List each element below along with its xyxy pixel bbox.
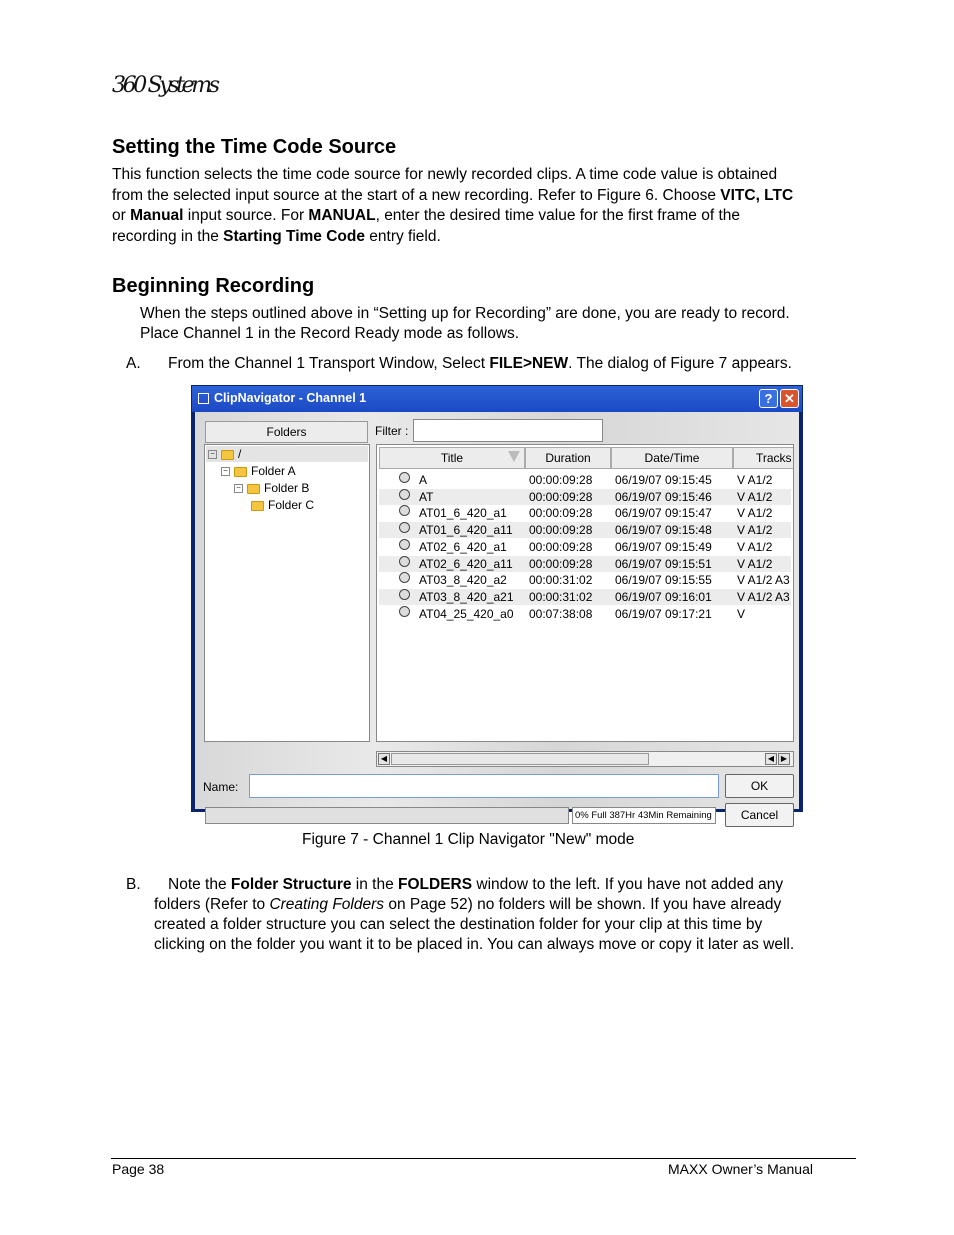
step-b-line-segment: clicking on the folder you want it to be placed in. You can always move or copy it later as well.	[154, 936, 795, 953]
table-cell: 06/19/07 09:15:51	[615, 556, 712, 571]
table-cell: A	[419, 473, 428, 487]
folders-header[interactable]: Folders	[205, 421, 368, 443]
intro-line-2: Place Channel 1 in the Record Ready mode as follows.	[140, 325, 520, 342]
clip-icon	[399, 489, 410, 500]
filter-input[interactable]	[413, 419, 603, 442]
company-logo	[110, 66, 230, 102]
table-row[interactable]	[379, 572, 791, 588]
time-code-line-segment: , enter the desired time value for the first frame of the	[375, 207, 741, 224]
step-b-line-segment: window to the left. If you have not added any	[472, 876, 784, 893]
collapse-icon[interactable]: −	[234, 484, 243, 493]
table-cell: 00:00:09:28	[529, 523, 593, 538]
name-label: Name:	[203, 780, 239, 794]
scroll-right-icon[interactable]: ▶	[778, 753, 790, 765]
logo-text: 360 Systems	[112, 73, 220, 98]
step-b-line	[154, 895, 781, 916]
table-cell: V A1/2 A3	[737, 573, 790, 588]
table-cell: V A1/2	[737, 473, 773, 487]
step-a-segment: . The dialog of Figure 7 appears.	[568, 355, 792, 372]
time-code-line-segment: MANUAL	[308, 207, 376, 224]
scroll-thumb[interactable]	[391, 753, 649, 765]
time-code-line-segment: Manual	[130, 207, 184, 224]
tree-item[interactable]	[208, 446, 241, 462]
dialog-client	[195, 412, 799, 822]
footer-manual-title: MAXX Owner’s Manual	[668, 1161, 813, 1177]
tree-item-label: Folder A	[251, 464, 296, 478]
dialog-titlebar[interactable]	[192, 386, 802, 412]
scroll-left-end-icon[interactable]: ◀	[765, 753, 777, 765]
cancel-button[interactable]: Cancel	[725, 803, 794, 827]
step-a-segment: From the Channel 1 Transport Window, Select	[168, 355, 490, 372]
folder-icon	[251, 501, 264, 511]
tree-item[interactable]	[234, 480, 309, 496]
column-header-duration[interactable]: Duration	[525, 447, 611, 469]
table-cell: AT01_6_420_a1	[419, 506, 507, 521]
horizontal-scrollbar[interactable]	[376, 751, 794, 767]
table-cell: 06/19/07 09:16:01	[615, 589, 712, 604]
clip-icon	[399, 606, 410, 617]
table-row[interactable]	[379, 522, 791, 538]
table-row[interactable]	[379, 489, 791, 505]
close-button[interactable]: ✕	[780, 389, 799, 408]
table-cell: 00:00:09:28	[529, 556, 593, 571]
sort-arrow-icon	[508, 451, 520, 462]
step-b-line-segment: created a folder structure you can select the destination folder for your clip at this time by	[154, 916, 763, 933]
time-code-line	[112, 206, 740, 227]
table-cell: 06/19/07 09:15:45	[615, 473, 712, 487]
table-cell: 06/19/07 09:15:55	[615, 573, 712, 588]
column-header-title[interactable]	[379, 447, 525, 469]
clip-icon	[399, 572, 410, 583]
table-cell: AT02_6_420_a11	[419, 556, 513, 571]
table-row[interactable]	[379, 539, 791, 555]
step-b-line	[154, 915, 762, 936]
table-cell: V A1/2	[737, 556, 773, 571]
step-b-line-segment: in the	[351, 876, 399, 893]
footer-rule	[111, 1158, 856, 1159]
time-code-line	[112, 227, 441, 248]
time-code-line	[112, 186, 793, 207]
table-cell: AT03_8_420_a21	[419, 589, 514, 604]
table-cell: AT01_6_420_a11	[419, 523, 513, 538]
tree-item[interactable]	[247, 497, 314, 513]
column-header-title-label: Title	[440, 451, 464, 465]
table-cell: V A1/2	[737, 539, 773, 554]
table-row[interactable]	[379, 589, 791, 605]
step-b-line-segment: FOLDERS	[398, 876, 473, 893]
clip-icon	[399, 472, 410, 483]
table-row[interactable]	[379, 606, 791, 622]
clip-icon	[399, 522, 410, 533]
table-cell: 00:00:31:02	[529, 573, 593, 588]
time-code-line-segment: entry field.	[364, 227, 441, 245]
time-code-line-segment: input source. For	[183, 207, 309, 224]
table-cell: 06/19/07 09:15:48	[615, 523, 712, 538]
clip-icon	[399, 589, 410, 600]
tree-item-label: Folder C	[268, 498, 315, 512]
ok-button[interactable]: OK	[725, 774, 794, 798]
section-heading-time-code: Setting the Time Code Source	[112, 136, 397, 158]
time-code-line-segment: Starting Time Code	[223, 227, 365, 245]
clip-icon	[399, 556, 410, 567]
step-b-line-segment: on Page 52) no folders will be shown. If you have already	[384, 896, 782, 913]
intro-line-1: When the steps outlined above in “Setting up for Recording” are done, you are ready to record.	[140, 305, 790, 322]
table-cell: 06/19/07 09:15:49	[615, 539, 712, 554]
table-cell: 00:00:09:28	[529, 489, 593, 504]
table-cell: 06/19/07 09:15:46	[615, 489, 712, 504]
disk-status-text: 0% Full 387Hr 43Min Remaining	[572, 807, 716, 824]
section-heading-beginning-recording: Beginning Recording	[112, 275, 315, 297]
help-button[interactable]: ?	[759, 389, 778, 408]
step-b-line-segment: folders (Refer to	[154, 896, 270, 913]
tree-item[interactable]	[221, 463, 296, 479]
table-cell: 00:00:31:02	[529, 589, 593, 604]
tree-item-label: Folder B	[264, 481, 310, 495]
time-code-line-segment: recording in the	[112, 227, 224, 245]
folders-tree	[204, 444, 370, 742]
scroll-left-icon[interactable]: ◀	[378, 753, 390, 765]
step-b-letter: B.	[126, 876, 141, 893]
clip-icon	[399, 505, 410, 516]
step-a-text	[168, 354, 792, 375]
table-cell: 06/19/07 09:17:21	[615, 606, 712, 621]
table-cell: V A1/2	[737, 489, 773, 504]
tree-item-label: /	[238, 447, 242, 461]
footer-page-number: Page 38	[112, 1161, 165, 1177]
table-row[interactable]	[379, 472, 791, 488]
disk-usage-bar	[205, 807, 569, 824]
step-b-line-segment: Note the	[168, 876, 231, 893]
step-b-line	[154, 935, 794, 956]
figure-caption: Figure 7 - Channel 1 Clip Navigator "New" mode	[302, 831, 635, 848]
table-cell: V A1/2	[737, 523, 773, 538]
time-code-line-segment: VITC, LTC	[720, 186, 794, 204]
time-code-line-segment: from the selected input source at the start of a new recording. Refer to Figure 6. Choose	[112, 186, 721, 204]
collapse-icon[interactable]: −	[221, 467, 230, 476]
clip-navigator-dialog	[191, 385, 803, 822]
table-row[interactable]	[379, 505, 791, 521]
folder-icon	[247, 484, 260, 494]
table-cell: AT04_25_420_a0	[419, 606, 514, 621]
table-cell: 06/19/07 09:15:47	[615, 506, 712, 521]
table-cell: V A1/2	[737, 506, 773, 521]
table-cell: AT02_6_420_a1	[419, 539, 507, 554]
step-a-segment: FILE>NEW	[489, 355, 569, 372]
folder-icon	[234, 467, 247, 477]
name-input[interactable]	[249, 774, 719, 798]
collapse-icon[interactable]: −	[208, 450, 217, 459]
folder-icon	[221, 450, 234, 460]
clip-list	[376, 444, 794, 742]
column-header-datetime[interactable]: Date/Time	[611, 447, 733, 469]
time-code-line-segment: or	[112, 207, 131, 224]
table-cell: 00:00:09:28	[529, 473, 593, 487]
step-b-line	[168, 875, 783, 896]
table-cell: 00:00:09:28	[529, 539, 593, 554]
step-b-line-segment: Creating Folders	[269, 896, 385, 913]
step-a-letter: A.	[126, 355, 141, 372]
table-row[interactable]	[379, 556, 791, 572]
step-b-line-segment: Folder Structure	[230, 876, 352, 893]
table-cell: AT03_8_420_a2	[419, 573, 507, 588]
dialog-title: ClipNavigator - Channel 1	[214, 391, 367, 405]
table-cell: 00:00:09:28	[529, 506, 593, 521]
filter-label: Filter :	[375, 424, 409, 438]
table-cell: AT	[419, 489, 434, 504]
table-cell: 00:07:38:08	[529, 606, 593, 621]
column-header-tracks[interactable]: Tracks	[733, 447, 794, 469]
table-cell: V	[737, 606, 746, 621]
time-code-line-segment: This function selects the time code source for newly recorded clips. A time code value is obtained	[112, 166, 778, 183]
clip-icon	[399, 539, 410, 550]
table-cell: V A1/2 A3	[737, 589, 790, 604]
window-icon	[198, 393, 209, 404]
time-code-line	[112, 165, 777, 186]
